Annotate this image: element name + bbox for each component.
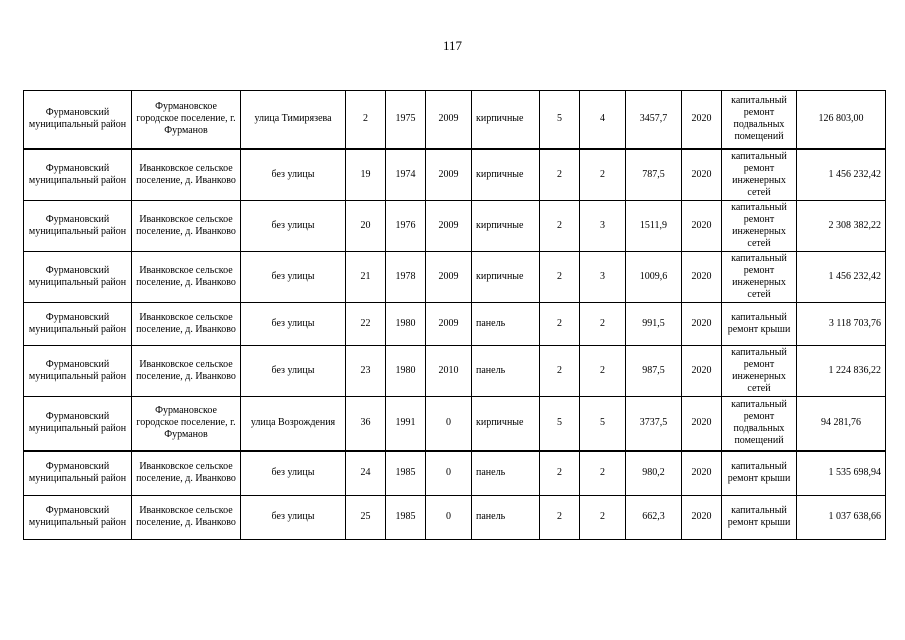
cell-repair-type: капитальный ремонт инженерных сетей [722,200,797,251]
cell-repair-year: 2020 [682,91,722,149]
cell-repair-type: капитальный ремонт инженерных сетей [722,345,797,396]
cell-street: без улицы [241,495,346,539]
cell-entrances: 2 [580,345,626,396]
table-row [24,451,886,495]
cell-year-overhaul: 2009 [426,91,472,149]
cell-floors: 5 [540,91,580,149]
cell-floors: 2 [540,451,580,495]
cell-street: без улицы [241,200,346,251]
cell-repair-type: капитальный ремонт подвальных помещений [722,396,797,451]
cell-repair-year: 2020 [682,495,722,539]
cell-total-area: 3737,5 [626,396,682,451]
cell-cost: 94 281,76 [797,396,886,451]
cell-house-number: 19 [346,149,386,201]
cell-cost: 1 535 698,94 [797,451,886,495]
cell-year-built: 1976 [386,200,426,251]
cell-floors: 2 [540,149,580,201]
cell-year-built: 1980 [386,345,426,396]
cell-floors: 5 [540,396,580,451]
cell-house-number: 36 [346,396,386,451]
cell-wall-material: кирпичные [472,200,540,251]
cell-cost: 1 037 638,66 [797,495,886,539]
cell-floors: 2 [540,200,580,251]
cell-year-overhaul: 2010 [426,345,472,396]
table-row [24,91,886,149]
table-row [24,200,886,251]
cell-year-built: 1991 [386,396,426,451]
cell-cost: 2 308 382,22 [797,200,886,251]
cell-cost: 1 456 232,42 [797,149,886,201]
cell-repair-year: 2020 [682,451,722,495]
cell-municipal-district: Фурмановский муниципальный район [24,251,132,302]
table-row [24,396,886,451]
cell-street: без улицы [241,451,346,495]
cell-municipal-district: Фурмановский муниципальный район [24,451,132,495]
cell-settlement: Фурмановское городское поселение, г. Фурманов [132,396,241,451]
cell-year-built: 1980 [386,302,426,345]
cell-wall-material: кирпичные [472,149,540,201]
cell-municipal-district: Фурмановский муниципальный район [24,495,132,539]
cell-house-number: 22 [346,302,386,345]
cell-repair-type: капитальный ремонт инженерных сетей [722,251,797,302]
cell-wall-material: панель [472,302,540,345]
cell-total-area: 1009,6 [626,251,682,302]
cell-entrances: 4 [580,91,626,149]
cell-total-area: 991,5 [626,302,682,345]
cell-house-number: 24 [346,451,386,495]
cell-year-overhaul: 0 [426,451,472,495]
table-body [24,91,886,540]
table-row [24,495,886,539]
cell-settlement: Фурмановское городское поселение, г. Фурманов [132,91,241,149]
cell-year-overhaul: 0 [426,495,472,539]
cell-floors: 2 [540,302,580,345]
cell-year-built: 1975 [386,91,426,149]
table-row [24,251,886,302]
cell-street: без улицы [241,149,346,201]
cell-street: без улицы [241,345,346,396]
cell-total-area: 987,5 [626,345,682,396]
repair-registry-table [23,90,886,540]
cell-wall-material: кирпичные [472,91,540,149]
cell-municipal-district: Фурмановский муниципальный район [24,91,132,149]
cell-entrances: 3 [580,200,626,251]
cell-year-built: 1974 [386,149,426,201]
cell-entrances: 3 [580,251,626,302]
cell-wall-material: кирпичные [472,251,540,302]
cell-house-number: 25 [346,495,386,539]
cell-settlement: Иванковское сельское поселение, д. Иванково [132,251,241,302]
cell-entrances: 2 [580,451,626,495]
cell-floors: 2 [540,251,580,302]
cell-house-number: 2 [346,91,386,149]
cell-repair-year: 2020 [682,251,722,302]
table-row [24,345,886,396]
cell-year-overhaul: 2009 [426,302,472,345]
cell-year-built: 1985 [386,495,426,539]
cell-repair-year: 2020 [682,149,722,201]
cell-repair-type: капитальный ремонт крыши [722,302,797,345]
cell-wall-material: панель [472,345,540,396]
cell-settlement: Иванковское сельское поселение, д. Иванково [132,200,241,251]
cell-municipal-district: Фурмановский муниципальный район [24,302,132,345]
cell-entrances: 2 [580,495,626,539]
table-row [24,302,886,345]
cell-total-area: 3457,7 [626,91,682,149]
cell-wall-material: кирпичные [472,396,540,451]
cell-house-number: 21 [346,251,386,302]
cell-year-overhaul: 2009 [426,200,472,251]
cell-repair-year: 2020 [682,396,722,451]
cell-wall-material: панель [472,451,540,495]
cell-cost: 1 224 836,22 [797,345,886,396]
cell-total-area: 787,5 [626,149,682,201]
cell-year-built: 1978 [386,251,426,302]
cell-street: улица Возрождения [241,396,346,451]
cell-municipal-district: Фурмановский муниципальный район [24,200,132,251]
cell-settlement: Иванковское сельское поселение, д. Иванково [132,302,241,345]
cell-total-area: 980,2 [626,451,682,495]
cell-entrances: 2 [580,149,626,201]
cell-floors: 2 [540,495,580,539]
cell-repair-type: капитальный ремонт крыши [722,495,797,539]
cell-repair-type: капитальный ремонт подвальных помещений [722,91,797,149]
cell-repair-year: 2020 [682,302,722,345]
cell-settlement: Иванковское сельское поселение, д. Иванково [132,495,241,539]
cell-street: улица Тимирязева [241,91,346,149]
cell-cost: 1 456 232,42 [797,251,886,302]
cell-street: без улицы [241,302,346,345]
cell-cost: 126 803,00 [797,91,886,149]
cell-municipal-district: Фурмановский муниципальный район [24,345,132,396]
cell-house-number: 23 [346,345,386,396]
cell-entrances: 2 [580,302,626,345]
cell-settlement: Иванковское сельское поселение, д. Иванково [132,451,241,495]
cell-total-area: 1511,9 [626,200,682,251]
cell-year-overhaul: 2009 [426,149,472,201]
cell-year-built: 1985 [386,451,426,495]
cell-year-overhaul: 0 [426,396,472,451]
page-number: 117 [442,38,463,53]
cell-municipal-district: Фурмановский муниципальный район [24,149,132,201]
cell-house-number: 20 [346,200,386,251]
cell-street: без улицы [241,251,346,302]
cell-repair-type: капитальный ремонт инженерных сетей [722,149,797,201]
cell-total-area: 662,3 [626,495,682,539]
cell-entrances: 5 [580,396,626,451]
cell-repair-year: 2020 [682,200,722,251]
cell-repair-type: капитальный ремонт крыши [722,451,797,495]
cell-cost: 3 118 703,76 [797,302,886,345]
cell-year-overhaul: 2009 [426,251,472,302]
table-row [24,149,886,201]
cell-settlement: Иванковское сельское поселение, д. Иванково [132,345,241,396]
cell-floors: 2 [540,345,580,396]
cell-wall-material: панель [472,495,540,539]
cell-settlement: Иванковское сельское поселение, д. Иванково [132,149,241,201]
cell-municipal-district: Фурмановский муниципальный район [24,396,132,451]
cell-repair-year: 2020 [682,345,722,396]
